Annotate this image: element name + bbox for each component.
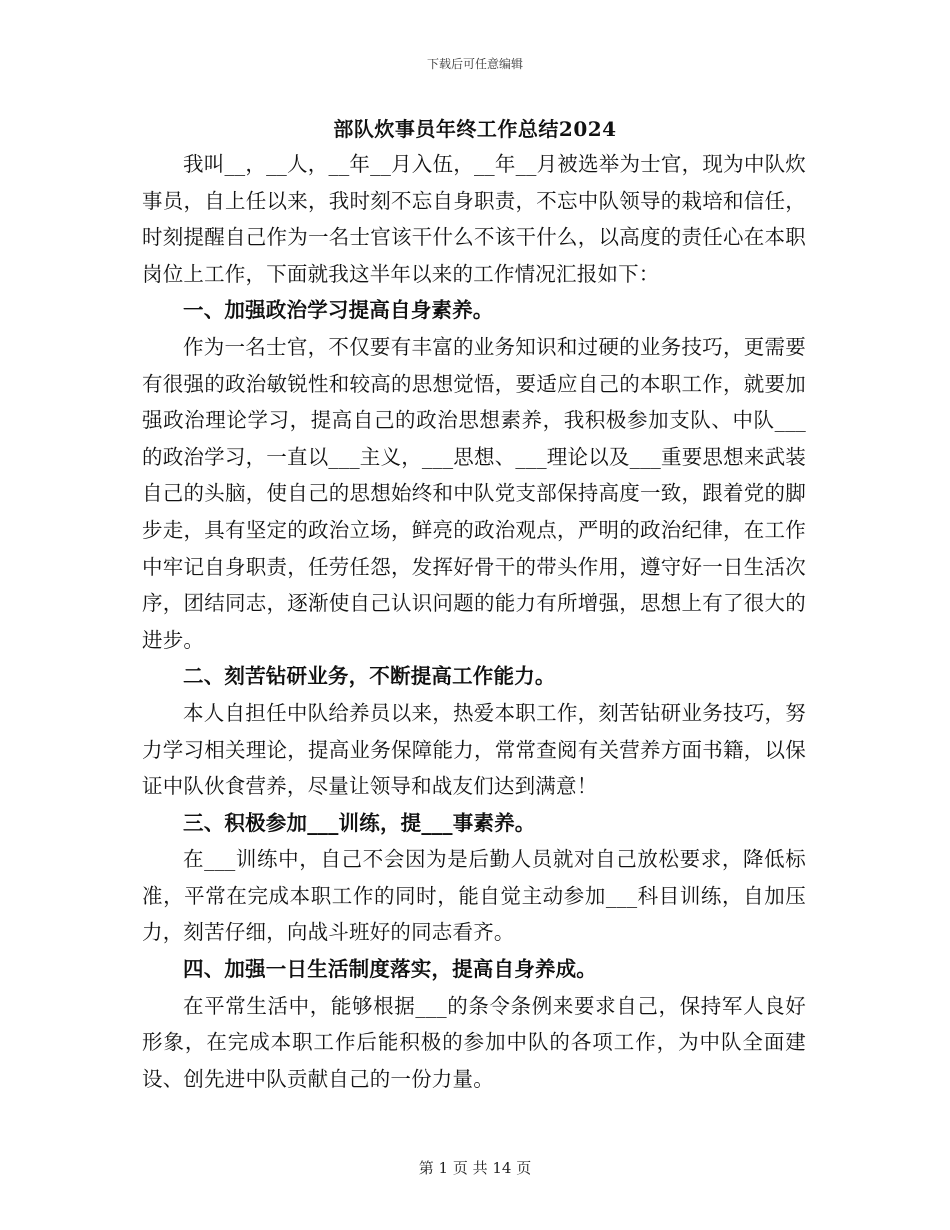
page-number-footer: 第 1 页 共 14 页 bbox=[418, 1159, 532, 1177]
section-heading-1: 一、加强政治学习提高自身素养。 bbox=[183, 298, 494, 323]
section-heading-2: 二、刻苦钻研业务，不断提高工作能力。 bbox=[183, 664, 556, 689]
header-note: 下载后可任意编辑 bbox=[426, 57, 523, 71]
document-title: 部队炊事员年终工作总结2024 bbox=[333, 117, 617, 141]
section-paragraph-1: 作为一名士官，不仅要有丰富的业务知识和过硬的业务技巧，更需要有很强的政治敏锐性和较高的思想觉悟，要适应自己的本职工作，就要加强政治理论学习，提高自己的政治思想素养，我积极参加支队、中队___的政治学习，一直以___主义，___思想、___理论以及___重要思想来武装自己的头脑，使自己的思想始终和中队党支部保持高度一致，跟着党的脚步走，具有坚定的政治立场，鲜亮的政治观点，严明的政治纪律，在工作中牢记自身职责，任劳任怨，发挥好骨干的带头作用，遵守好一日生活次序，团结同志，逐渐使自己认识问题的能力有所增强，思想上有了很大的进步。 bbox=[142, 334, 806, 652]
document-body bbox=[142, 146, 806, 1097]
intro-paragraph: 我叫__，__人，__年__月入伍，__年__月被选举为士官，现为中队炊事员，自上任以来，我时刻不忘自身职责，不忘中队领导的栽培和信任，时刻提醒自己作为一名士官该干什么不该干什么，以高度的责任心在本职岗位上工作，下面就我这半年以来的工作情况汇报如下： bbox=[142, 152, 806, 286]
section-paragraph-3: 在___训练中，自己不会因为是后勤人员就对自己放松要求，降低标准，平常在完成本职工作的同时，能自觉主动参加___科目训练，自加压力，刻苦仔细，向战斗班好的同志看齐。 bbox=[142, 847, 806, 945]
section-paragraph-2: 本人自担任中队给养员以来，热爱本职工作，刻苦钻研业务技巧，努力学习相关理论，提高业务保障能力，常常查阅有关营养方面书籍，以保证中队伙食营养，尽量让领导和战友们达到满意！ bbox=[142, 700, 806, 799]
section-heading-4: 四、加强一日生活制度落实，提高自身养成。 bbox=[183, 957, 597, 982]
section-paragraph-4: 在平常生活中，能够根据___的条令条例来要求自己，保持军人良好形象，在完成本职工作后能积极的参加中队的各项工作，为中队全面建设、创先进中队贡献自己的一份力量。 bbox=[142, 993, 806, 1091]
section-heading-3: 三、积极参加___训练，提___事素养。 bbox=[183, 810, 536, 835]
